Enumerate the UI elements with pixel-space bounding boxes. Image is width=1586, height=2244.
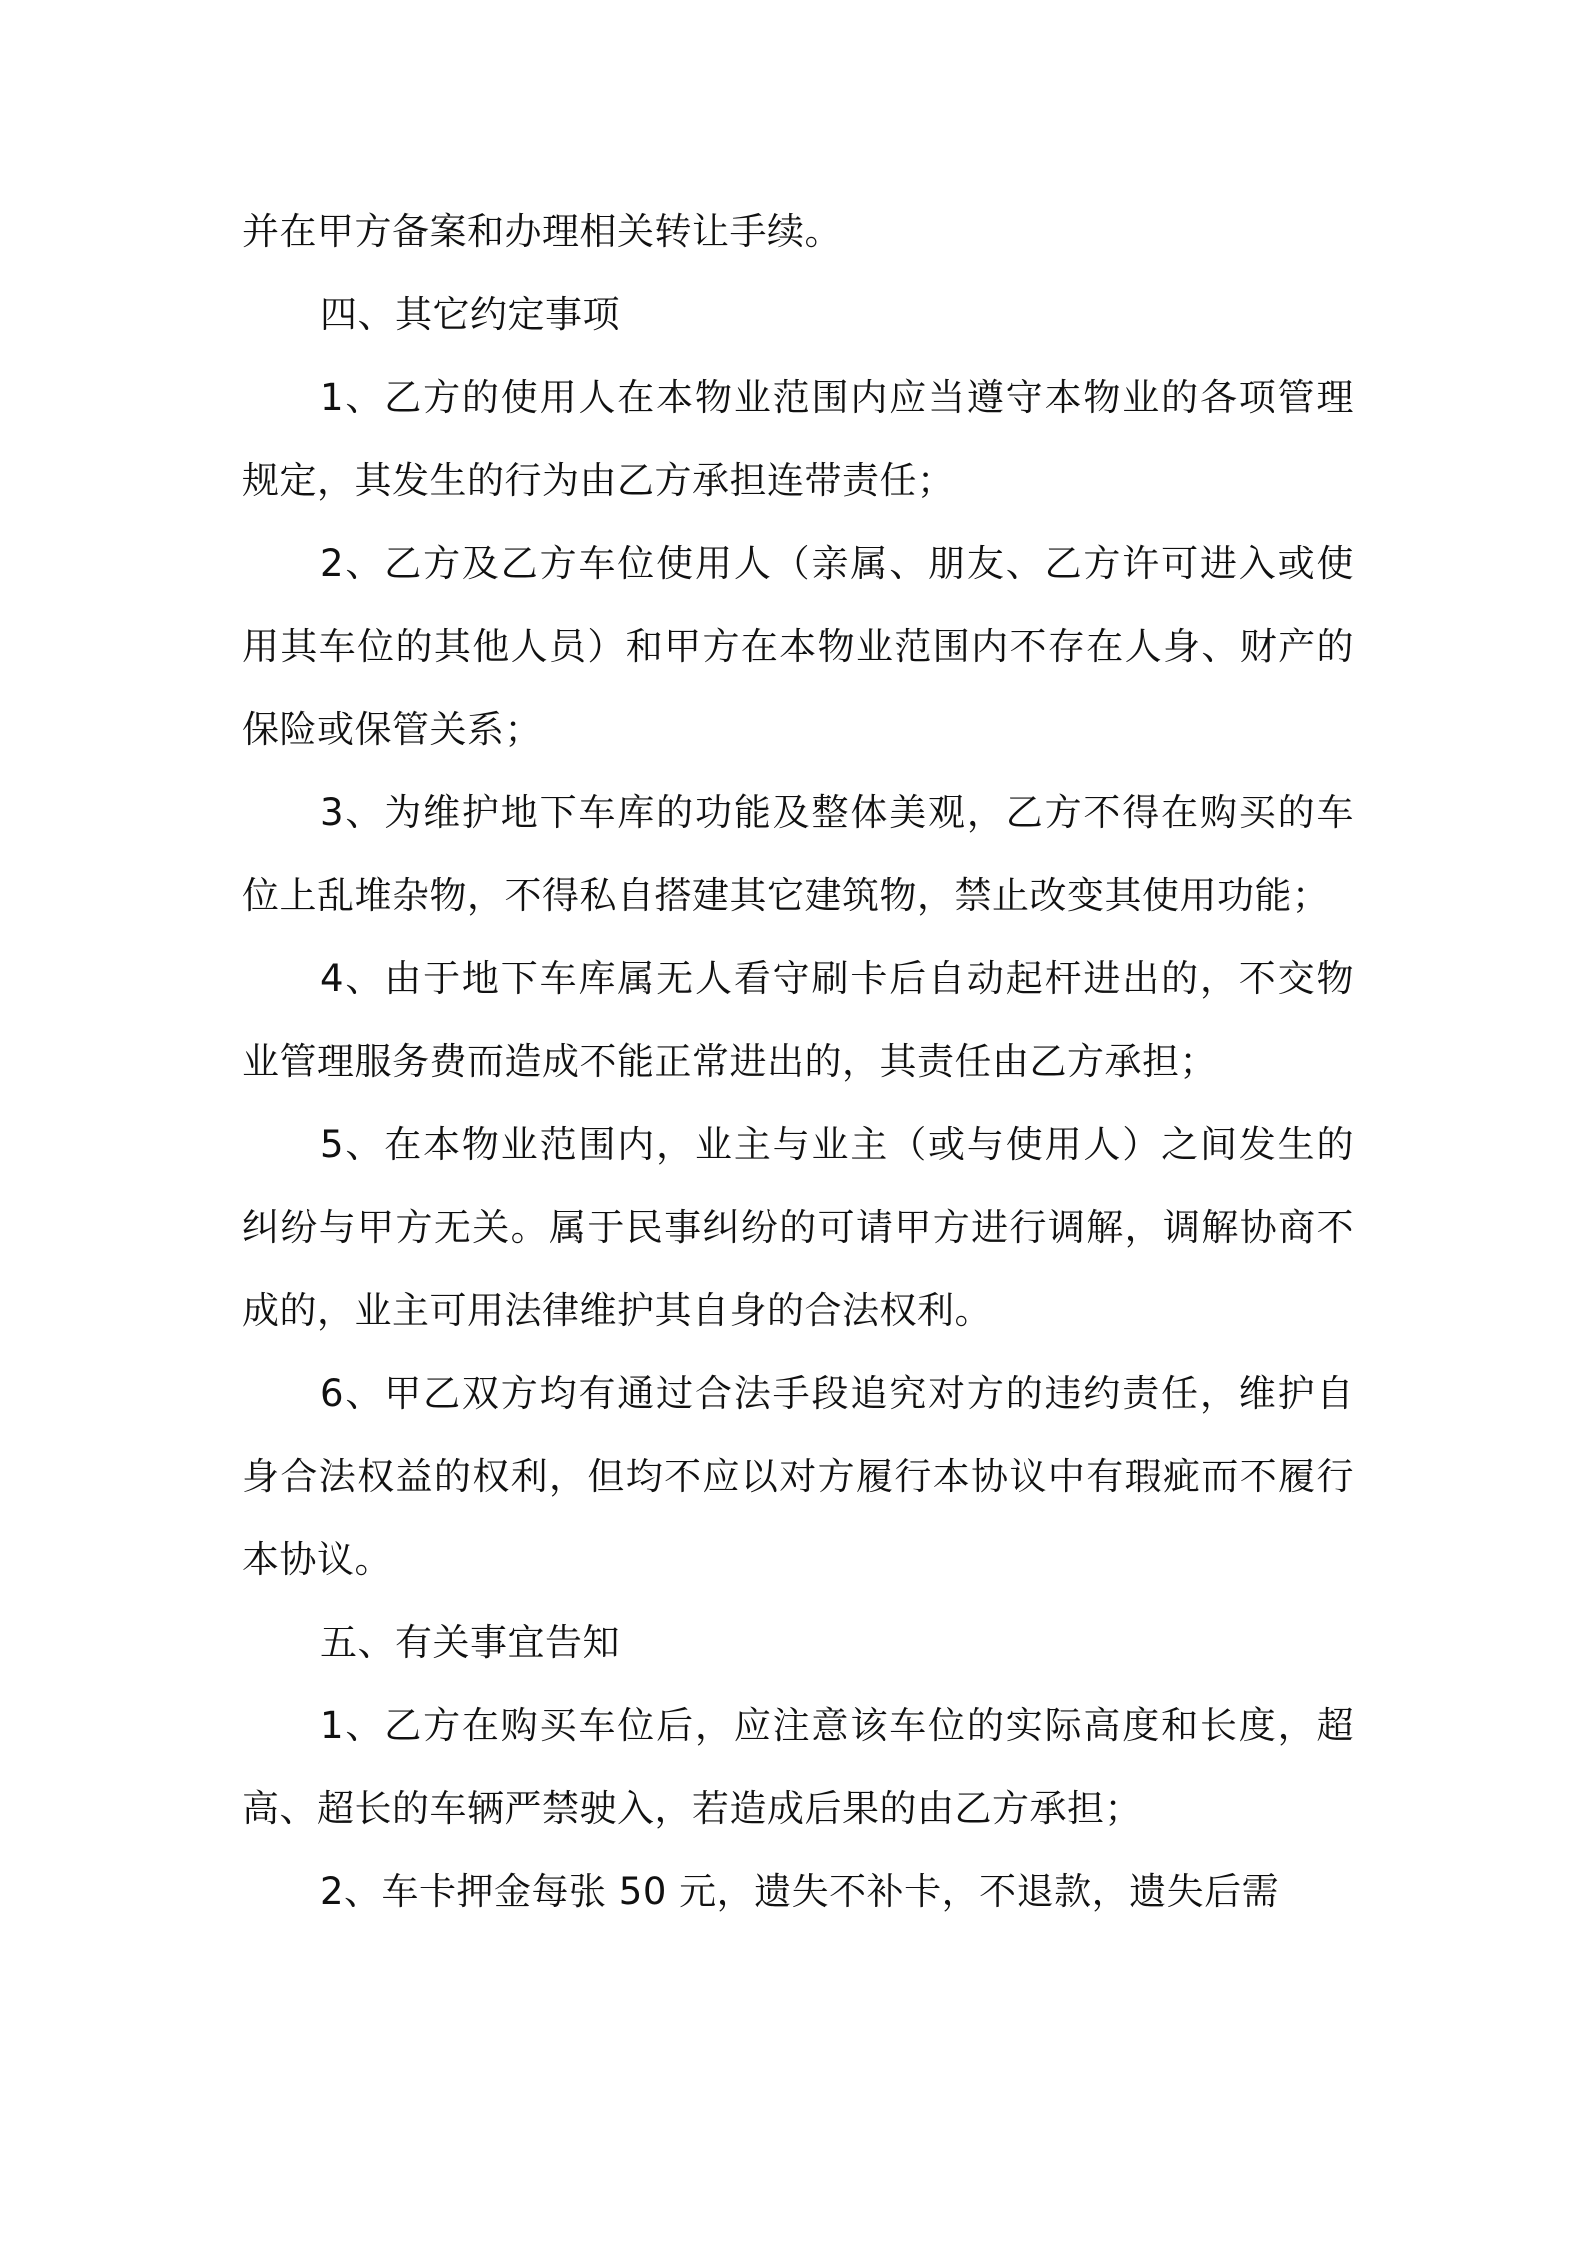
section4-clause-4: 4、由于地下车库属无人看守刷卡后自动起杆进出的，不交物业管理服务费而造成不能正常进出的，其责任由乙方承担； [242, 957, 1354, 1083]
section-heading-notices: 五、有关事宜告知 [320, 1621, 620, 1664]
section4-clause-2: 2、乙方及乙方车位使用人（亲属、朋友、乙方许可进入或使用其车位的其他人员）和甲方在本物业范围内不存在人身、财产的保险或保管关系； [242, 542, 1354, 751]
document-body [242, 190, 1354, 1933]
continuation-paragraph: 并在甲方备案和办理相关转让手续。 [242, 210, 842, 253]
section-heading-other-terms: 四、其它约定事项 [320, 293, 620, 336]
section4-clause-1: 1、乙方的使用人在本物业范围内应当遵守本物业的各项管理规定，其发生的行为由乙方承担连带责任； [242, 376, 1354, 502]
section5-clause-1: 1、乙方在购买车位后，应注意该车位的实际高度和长度，超高、超长的车辆严禁驶入，若造成后果的由乙方承担； [242, 1704, 1354, 1830]
section4-clause-5: 5、在本物业范围内，业主与业主（或与使用人）之间发生的纠纷与甲方无关。属于民事纠纷的可请甲方进行调解，调解协商不成的，业主可用法律维护其自身的合法权利。 [242, 1123, 1354, 1332]
section4-clause-6: 6、甲乙双方均有通过合法手段追究对方的违约责任，维护自身合法权益的权利，但均不应以对方履行本协议中有瑕疵而不履行本协议。 [242, 1372, 1354, 1581]
section4-clause-3: 3、为维护地下车库的功能及整体美观，乙方不得在购买的车位上乱堆杂物，不得私自搭建其它建筑物，禁止改变其使用功能； [242, 791, 1354, 917]
section5-clause-2: 2、车卡押金每张 50 元，遗失不补卡，不退款，遗失后需 [320, 1870, 1280, 1913]
